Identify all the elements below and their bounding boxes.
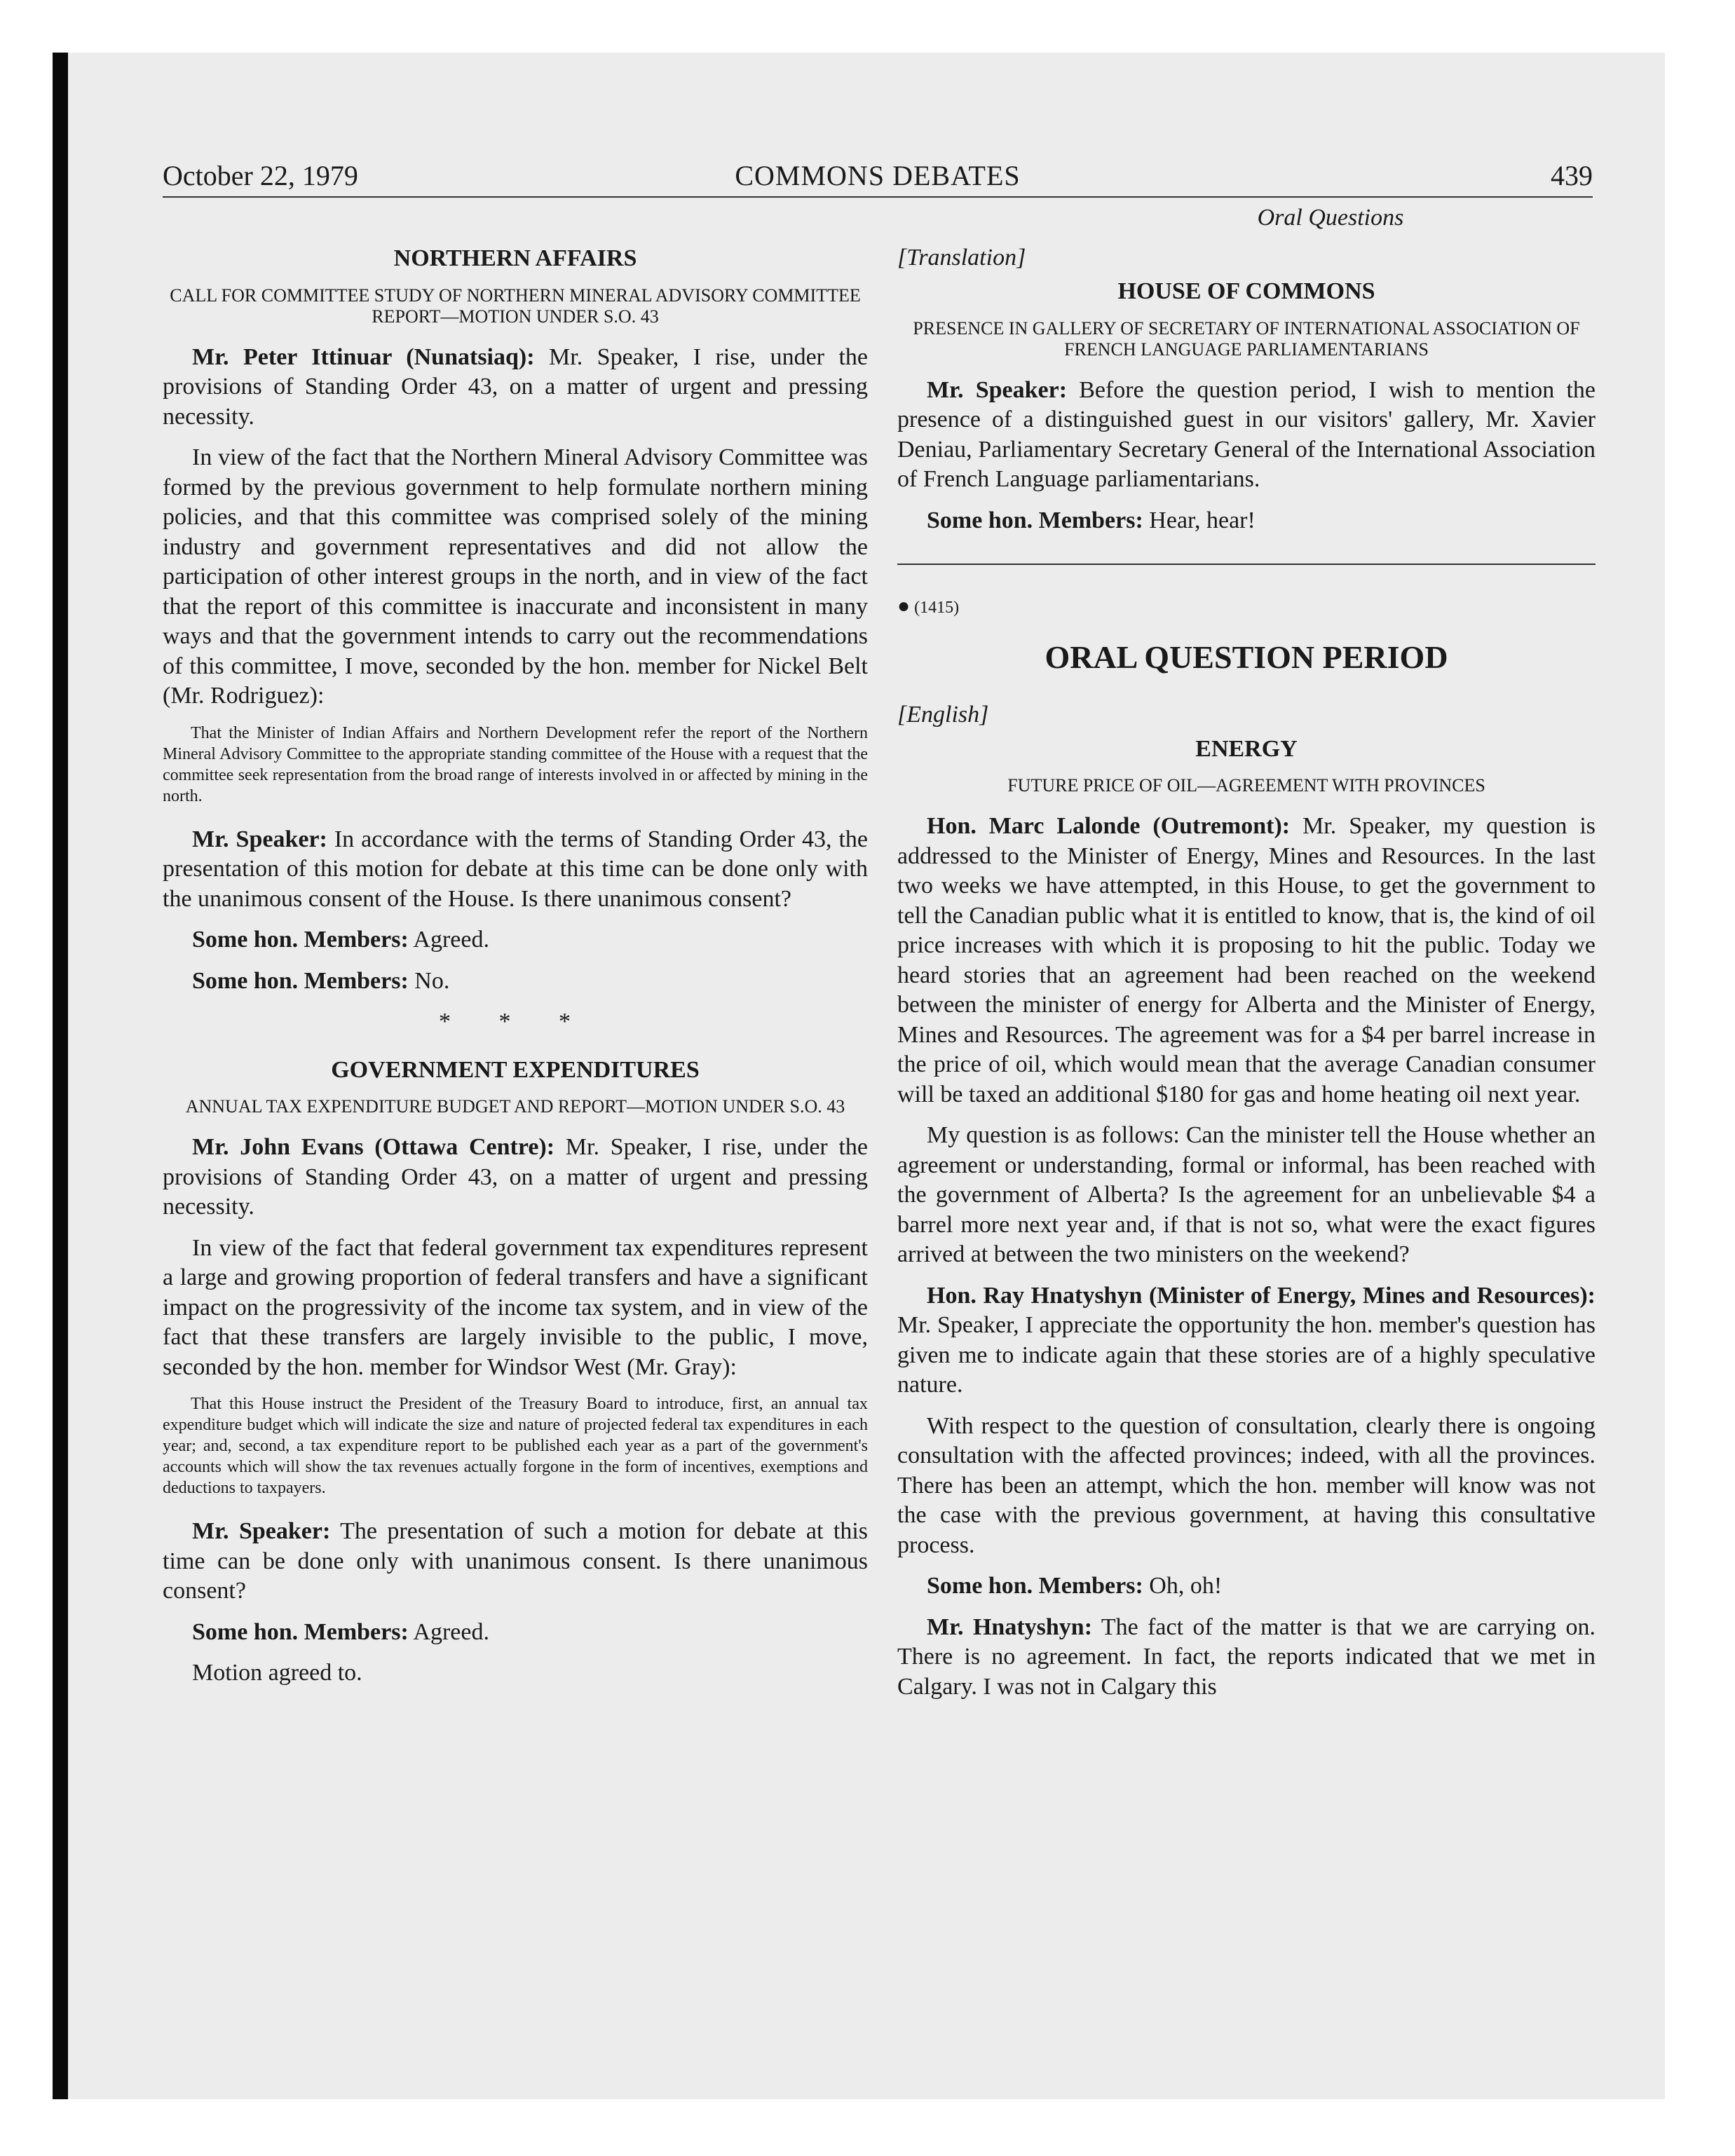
speech-text: Before the question period, I wish to mention the presence of a distinguished guest in our visitors' gallery, Mr. Xavier Deniau, Parliamentary Secretary General of the International Association of French Language parliamentarians. [897,376,1595,492]
speaker-name: Some hon. Members: [192,1618,409,1645]
motion-text-northern: That the Minister of Indian Affairs and Northern Development refer the report of the Northern Mineral Advisory Committee to the appropriate standing committee of the House with a request that the committee seek representation from the broad range of interests involved in or affected by mining in the north. [163,723,868,805]
speech-hnatyshyn-2 [897,1613,1595,1703]
motion-agreed-note: Motion agreed to. [192,1660,362,1686]
scan-edge [53,53,68,2099]
left-column [163,203,868,1700]
section-divider [897,564,1595,565]
speaker-name: Mr. Hnatyshyn: [927,1613,1093,1640]
speech-speaker-gallery [897,376,1595,495]
language-tag-translation: [Translation] [897,244,1026,271]
section-subtitle-expenditures: ANNUAL TAX EXPENDITURE BUDGET AND REPORT—MOTION UNDER S.O. 43 [185,1096,845,1117]
speaker-name: Mr. Speaker: [192,826,327,852]
speech-text: Agreed. [408,1618,489,1645]
right-column [897,203,1595,1713]
speech-text: Mr. Speaker, my question is addressed to the Minister of Energy, Mines and Resources. In the last two weeks we have attempted, in this House, to get the government to tell the Canadian public what it is entitled to know, that is, the kind of oil price increases with which it is proposing to hit the public. Today we heard stories that an agreement had been reached on the weekend between the minister of energy for Alberta and the Minister of Energy, Mines and Resources. The agreement was for a $4 per barrel increase in the price of oil, which would mean that the average Canadian consumer will be taxed an additional $180 for gas and home heating oil next year. [897,813,1595,1107]
speaker-name: Some hon. Members: [927,1573,1143,1599]
speaker-name: Mr. Speaker: [192,1518,331,1544]
speech-evans-cont: In view of the fact that federal government tax expenditures represent a large and growing proportion of federal transfers and have a significant impact on the progressivity of the income tax system, and in view of the fact that these transfers are largely invisible to the public, I move, seconded by the hon. member for Windsor West (Mr. Gray): [163,1234,868,1380]
speech-ittinuar [163,343,868,432]
speech-hnatyshyn [897,1281,1595,1400]
speech-text: In accordance with the terms of Standing Order 43, the presentation of this motion for debate at this time can be done only with the unanimous consent of the House. Is there unanimous consent? [163,826,868,912]
speech-evans [163,1133,868,1222]
section-title-energy: ENERGY [1195,735,1298,762]
speaker-name: Some hon. Members: [192,967,409,994]
speech-ittinuar-cont: In view of the fact that the Northern Mineral Advisory Committee was formed by the previous government to help formulate northern mining policies, and that this committee was comprised solely of the mining industry and government representatives and did not allow the participation of other interest groups in the north, and in view of the fact that the report of this committee is inaccurate and inconsistent in many ways and that the government intends to carry out the recommendations of this committee, I move, seconded by the hon. member for Nickel Belt (Mr. Rodriguez): [163,444,868,709]
section-title-northern-affairs: NORTHERN AFFAIRS [393,245,637,271]
oral-question-period-title: ORAL QUESTION PERIOD [1045,639,1448,675]
speech-members-agreed [163,925,868,955]
section-subtitle-northern: CALL FOR COMMITTEE STUDY OF NORTHERN MINERAL ADVISORY COMMITTEE REPORT—MOTION UNDER S.O. 43 [170,285,861,327]
speaker-name: Mr. John Evans (Ottawa Centre): [192,1134,555,1160]
speech-speaker-2 [163,1517,868,1606]
speaker-name: Some hon. Members: [192,927,409,953]
speech-lalonde [897,812,1595,1110]
header-page-number: 439 [1551,160,1593,191]
language-tag-english: [English] [897,702,989,728]
speech-text: Agreed. [408,927,489,953]
speech-text: The fact of the matter is that we are carrying on. There is no agreement. In fact, the reports indicated that we met in Calgary. I was not in Calgary this [897,1613,1595,1700]
speaker-name: Mr. Peter Ittinuar (Nunatsiaq): [192,343,535,370]
section-subtitle-oil-price: FUTURE PRICE OF OIL—AGREEMENT WITH PROVINCES [1007,775,1485,796]
header-journal-title: COMMONS DEBATES [735,160,1021,191]
speech-text: The presentation of such a motion for debate at this time can be done only with unanimous consent. Is there unanimous consent? [163,1518,868,1604]
bullet-icon: ● [897,594,911,618]
speech-text: Mr. Speaker, I rise, under the provisions of Standing Order 43, on a matter of urgent and pressing necessity. [163,343,868,430]
motion-text-expenditures: That this House instruct the President of the Treasury Board to introduce, first, an annual tax expenditure budget which will indicate the size and nature of projected federal tax expenditures in each year; and, second, a tax expenditure report to be published each year as a part of the government's accounts which will show the tax revenues actually forgone in the form of incentives, exemptions and deductions to taxpayers. [163,1395,868,1497]
section-title-government-expenditures: GOVERNMENT EXPENDITURES [331,1056,700,1083]
running-head: Oral Questions [1257,205,1404,231]
speaker-name: Hon. Ray Hnatyshyn (Minister of Energy, Mines and Resources): [927,1282,1595,1309]
speech-text: No. [408,967,450,994]
speech-members-hear [897,506,1595,536]
speech-lalonde-cont: My question is as follows: Can the minister tell the House whether an agreement or understanding, formal or informal, has been reached with the government of Alberta? Is the agreement for an unbelievable $4 a barrel more next year and, if that is not so, what were the exact figures arrived at between the two ministers on the weekend? [897,1122,1595,1267]
speech-text: Mr. Speaker, I rise, under the provisions of Standing Order 43, on a matter of urgent and pressing necessity. [163,1134,868,1220]
speech-members-oh [897,1571,1595,1602]
speaker-name: Hon. Marc Lalonde (Outremont): [927,813,1291,839]
speech-members-no [163,967,868,997]
speech-text: Oh, oh! [1143,1573,1223,1599]
speech-speaker-1 [163,825,868,915]
speech-members-agreed-2 [163,1618,868,1648]
time-marker [897,592,1595,623]
speaker-name: Some hon. Members: [927,507,1143,533]
speech-hnatyshyn-cont: With respect to the question of consultation, clearly there is ongoing consultation with the affected provinces; indeed, with all the provinces. There has been an attempt, which the hon. member will know was not the case with the previous government, at having this consultative process. [897,1412,1595,1558]
section-subtitle-gallery: PRESENCE IN GALLERY OF SECRETARY OF INTERNATIONAL ASSOCIATION OF FRENCH LANGUAGE PARLIAMENTARIANS [913,318,1580,360]
speech-text: Hear, hear! [1143,507,1256,533]
speech-text: Mr. Speaker, I appreciate the opportunity the hon. member's question has given me to indicate again that these stories are of a highly speculative nature. [897,1312,1595,1398]
section-separator-stars: * * * [439,1009,592,1035]
section-title-house-of-commons: HOUSE OF COMMONS [1117,278,1375,304]
page-header [163,156,1593,198]
time-marker-text: (1415) [914,599,960,617]
header-date: October 22, 1979 [163,160,358,191]
speaker-name: Mr. Speaker: [927,376,1068,403]
